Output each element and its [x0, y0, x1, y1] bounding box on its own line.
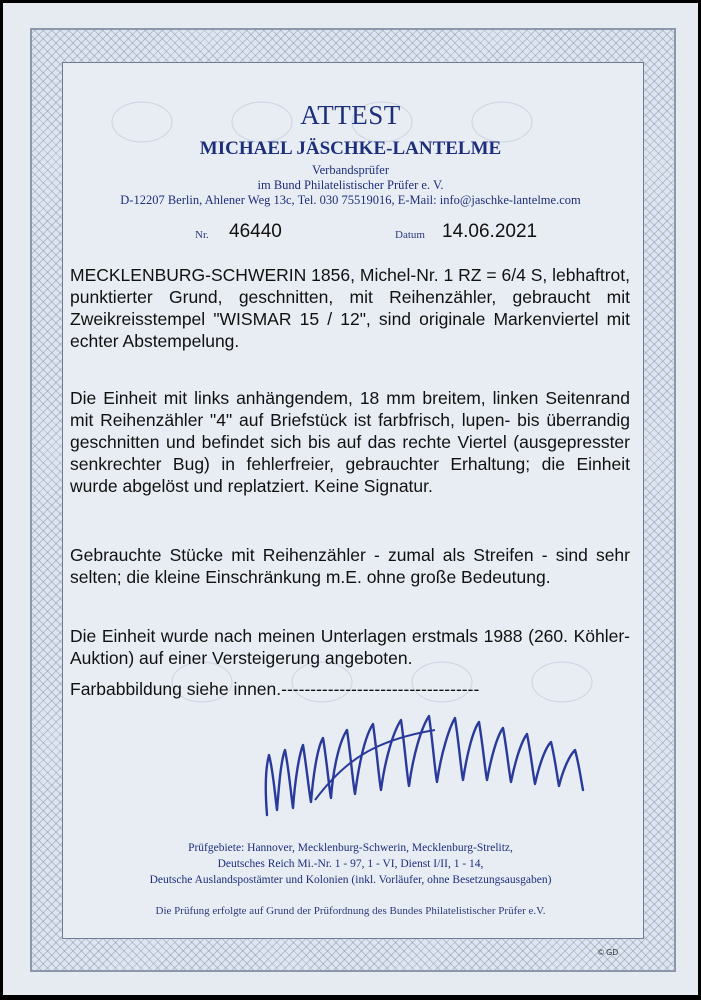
footer-line-3: Deutsche Auslandspostämter und Kolonien (inkl. Vorläufer, ohne Besetzungsausgaben) — [149, 874, 552, 886]
footer-line-2: Deutsches Reich Mi.-Nr. 1 - 97, 1 - VI, Dienst I/II, 1 - 14, — [217, 858, 484, 870]
scan-border-bottom — [0, 995, 701, 1000]
certificate-title: ATTEST — [300, 100, 401, 130]
certificate-date: 14.06.2021 — [442, 221, 538, 242]
examiner-name: MICHAEL JÄSCHKE-LANTELME — [199, 138, 502, 159]
scan-border-top — [0, 0, 701, 3]
body-paragraph-3 — [70, 544, 630, 588]
printer-logo: © GD — [598, 948, 619, 957]
body-paragraph-1 — [70, 264, 630, 352]
paragraph-text: Gebrauchte Stücke mit Reihenzähler - zumal als Streifen - sind sehr selten; die kleine Einschränkung m.E. ohne große Bedeutung. — [70, 545, 630, 587]
paragraph-text: Farbabbildung siehe innen.---------------------------------- — [70, 679, 480, 699]
examiner-association: im Bund Philatelistischer Prüfer e. V. — [257, 178, 444, 192]
body-paragraph-4 — [70, 625, 630, 669]
examiner-role: Verbandsprüfer — [311, 163, 390, 177]
certificate-number: 46440 — [229, 221, 282, 242]
footer-legal-note: Die Prüfung erfolgte auf Grund der Prüfordnung des Bundes Philatelistischer Prüfer e.V. — [155, 905, 546, 917]
paragraph-text: MECKLENBURG-SCHWERIN 1856, Michel-Nr. 1 RZ = 6/4 S, lebhaftrot, punktierter Grund, geschnitten, mit Reihenzähler, gebraucht mit Zweikreisstempel "WISMAR 15 / 12", sind originale Markenviertel mit echter Abstempelung. — [70, 265, 630, 351]
handwritten-signature — [255, 700, 635, 830]
number-label: Nr. — [195, 229, 209, 241]
paragraph-text: Die Einheit wurde nach meinen Unterlagen erstmals 1988 (260. Köhler-Auktion) auf einer Versteigerung angeboten. — [70, 626, 630, 668]
body-paragraph-2 — [70, 387, 630, 497]
paragraph-text: Die Einheit mit links anhängendem, 18 mm breitem, linken Seitenrand mit Reihenzähler "4" auf Briefstück ist farbfrisch, lupen- bis überrandig geschnitten und befindet sich bis auf das rechte Viertel (ausgepresster senkrechter Bug) in fehlerfreier, gebrauchter Erhaltung; die Einheit wurde abgelöst und replatziert. Keine Signatur. — [70, 388, 630, 496]
examiner-address: D-12207 Berlin, Ahlener Weg 13c, Tel. 030 75519016, E-Mail: info@jaschke-lantelme.com — [120, 193, 581, 207]
body-paragraph-5 — [70, 678, 630, 700]
footer-line-1: Prüfgebiete: Hannover, Mecklenburg-Schwerin, Mecklenburg-Strelitz, — [188, 842, 513, 854]
date-label: Datum — [395, 229, 425, 241]
